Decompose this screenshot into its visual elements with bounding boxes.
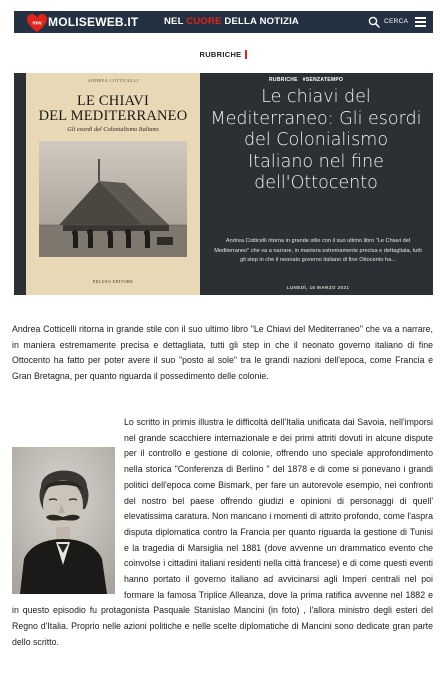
tagline-part-1: NEL	[164, 16, 187, 27]
book-publisher: PELUSO EDITORE	[92, 279, 134, 284]
tagline-part-2: DELLA NOTIZIA	[221, 16, 299, 27]
tag-senzatempo[interactable]: #SENZATEMPO	[302, 77, 344, 83]
hero-tags	[269, 77, 348, 83]
section-header	[0, 44, 447, 62]
svg-text:mw: mw	[32, 20, 42, 27]
book-author: ANDREA COTTICELLI	[87, 78, 139, 83]
top-header-bar	[14, 11, 433, 33]
article-paragraph-with-photo	[12, 415, 433, 651]
menu-line	[415, 21, 426, 23]
hero-banner[interactable]	[14, 73, 433, 295]
menu-line	[415, 17, 426, 19]
hamburger-menu-icon[interactable]	[415, 17, 426, 27]
book-title-line-2: DEL MEDITERRANEO	[38, 108, 188, 124]
menu-line	[415, 25, 426, 27]
search-icon[interactable]	[368, 16, 380, 28]
search-button[interactable]: CERCA	[384, 18, 409, 25]
book-cover-photo	[39, 141, 187, 257]
book-title-line-1: LE CHIAVI	[76, 93, 149, 109]
book-title	[26, 94, 200, 124]
book-subtitle: Gli esordi del Colonialismo Italiano	[67, 126, 159, 133]
article-paragraph-text: Lo scritto in primis illustra le difficoltà dell'Italia unificata dai Savoia, nell'imporsi nel grande scacchiere internazionale e dei primi attriti dovuti in alcune dispute per il controllo e gestione di colonie, offrendo uno speciale approfondimento nella storica "Conferenza di Berlino " del 1878 e di come si ponevano i grandi politici dell'epoca come Bismark, per fare un autorevole esempio, nei confronti del nostro bel paese offrendo giudizi e opinioni di personaggi di quell' elevatissima caratura. Non mancano i momenti di attrito profondo, come l'aspra disputa diplomatica contro la Francia per quanto riguarda la gestione di Tunisi e la tragedia di Marsiglia nel 1881 (dove avvenne un drammatico evento che coinvolse i cittadini italiani residenti nella città francese) e di come questi eventi hanno portato il governo italiano ad avvicinarsi agli Imperi centrali nel poi formare la famosa Triplice Alleanza, dove la prima ratifica avvenne nel 1882 e in questo episodio fu protagonista Pasquale Stanislao Mancini (in foto) , l'allora ministro degli esteri del Regno d'Italia. Proprio nelle azioni politiche e nelle scelte diplomatiche di Mancini sono dedicate gran parte dello scritto.	[12, 417, 433, 647]
logo-text: MOLISEWEB.IT	[48, 15, 139, 29]
article-title[interactable]: Le chiavi del Mediterraneo: Gli esordi del Colonialismo Italiano nel fine dell'Ottocento	[210, 87, 422, 193]
article-date: LUNEDÌ, 15 MARZO 2021	[286, 285, 350, 290]
section-link-rubriche[interactable]: RUBRICHE	[200, 50, 248, 59]
site-tagline	[164, 16, 299, 27]
logo-heart-icon	[26, 13, 48, 33]
tag-rubriche[interactable]: RUBRICHE	[269, 77, 298, 83]
article-excerpt: Andrea Cotticelli ritorna in grande stile con il suo ultimo libro "Le Chiavi del Mediterraneo" che va a narrare, in maniera estremamente precisa e dettagliata, tutti gli step in che il neonato governo italiano di fine Ottocento ha...	[214, 238, 422, 263]
article-paragraph: Andrea Cotticelli ritorna in grande stile con il suo ultimo libro "Le Chiavi del Mediterraneo" che va a narrare, in maniera estremamente precisa e dettagliata, tutti gli step in che il neonato governo italiano di fine Ottocento ha fatto per poter avere il suo "posto al sole" tra le grandi nazioni dell'epoca, come Francia e Gran Bretagna, per quanto riguarda il possedimento delle colonie.	[12, 324, 433, 382]
book-cover-image	[26, 73, 200, 295]
tagline-accent: CUORE	[186, 16, 222, 27]
portrait-photo-mancini	[12, 447, 115, 594]
